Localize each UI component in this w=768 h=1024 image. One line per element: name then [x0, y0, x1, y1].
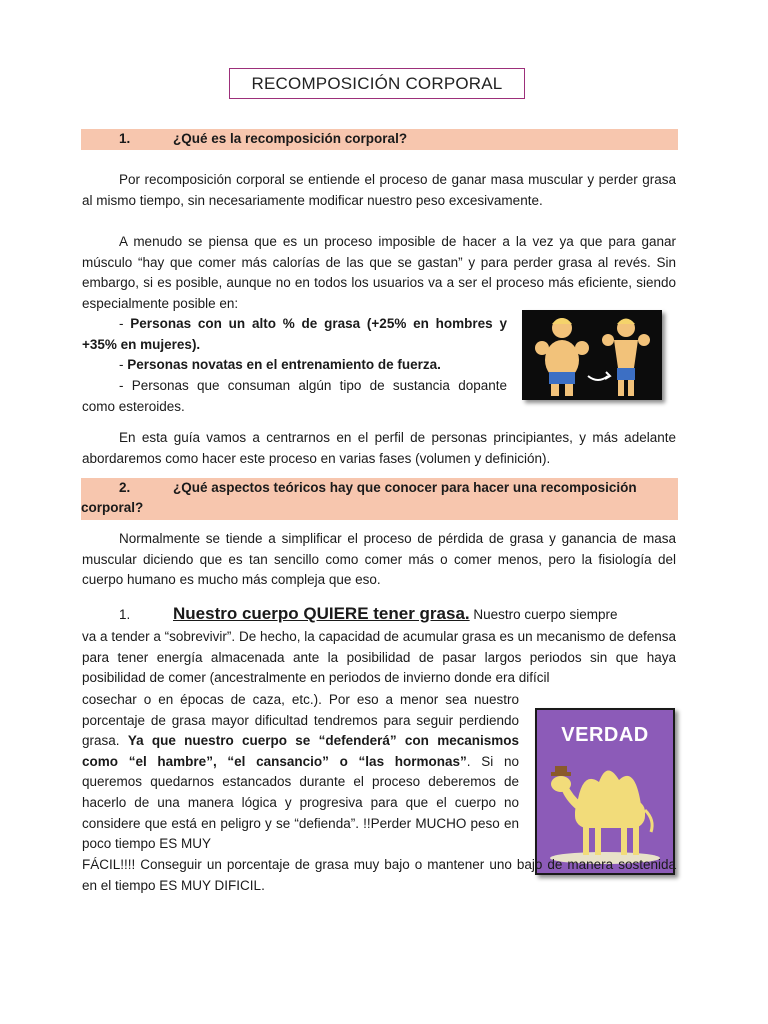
document-title: RECOMPOSICIÓN CORPORAL [229, 68, 525, 99]
paragraph-conclusion: FÁCIL!!!! Conseguir un porcentaje de grasa muy bajo o mantener uno bajo de manera sostenida en el tiempo ES MUY DIFICIL. [82, 857, 676, 893]
paragraph-survival: va a tender a “sobrevivir”. De hecho, la capacidad de acumular grasa es un mecanismo de defensa para tener energía almacenada ante la posibilidad de pasar largos periodos sin que haya posibilidad de comer (ancestralmente en periodos de invierno donde era difícil [82, 629, 676, 686]
subsection-number: 1. [119, 607, 131, 622]
section-heading-text: ¿Qué aspectos teóricos hay que conocer para hacer una recomposición [173, 480, 637, 495]
paragraph-fat-defense [82, 690, 519, 855]
section-number: 2. [119, 480, 131, 495]
subsection-lead: Nuestro cuerpo siempre [469, 607, 618, 622]
section-heading-text: ¿Qué es la recomposición corporal? [173, 131, 408, 146]
paragraph-guide-focus: En esta guía vamos a centrarnos en el perfil de personas principiantes, y más adelante abordaremos como hacer este proceso en varias fases (volumen y definición). [82, 430, 676, 466]
section-number: 1. [119, 131, 131, 146]
paragraph-bold-text: Ya que nuestro cuerpo se “defenderá” con mecanismos como “el hambre”, “el cansancio” o “las hormonas” [82, 733, 519, 769]
paragraph-physiology: Normalmente se tiende a simplificar el proceso de pérdida de grasa y ganancia de masa muscular diciendo que es tan sencillo como comer más o comer menos, pero la fisiología del cuerpo humano es mucho más compleja que eso. [82, 531, 676, 588]
camel-illustration [537, 710, 673, 873]
section-heading-1 [81, 129, 678, 150]
list-item-high-fat: - Personas con un alto % de grasa (+25% en hombres y +35% en mujeres). [82, 316, 507, 352]
cartoon-men-illustration [522, 310, 662, 400]
list-item-steroids: - Personas que consuman algún tipo de sustancia dopante como esteroides. [82, 378, 507, 414]
subsection-heading-1 [82, 603, 676, 625]
list-item-novice: - Personas novatas en el entrenamiento de fuerza. [119, 357, 441, 372]
section-heading-text-continued: corporal? [81, 500, 144, 515]
paragraph-text: cosechar o en épocas de caza, etc.). Por eso a menor sea nuestro porcentaje de grasa mayor dificultad tendremos para seguir perdiendo grasa. [82, 692, 519, 749]
section-heading-2 [81, 478, 678, 520]
image-caption: VERDAD [561, 724, 649, 746]
body-transformation-image [522, 310, 662, 400]
list-item-text: Personas con un alto % de grasa (+25% en hombres y +35% en mujeres). [82, 316, 507, 352]
camel-verdad-image [535, 708, 675, 875]
paragraph-definition: Por recomposición corporal se entiende el proceso de ganar masa muscular y perder grasa al mismo tiempo, sin necesariamente modificar nuestro peso excesivamente. [82, 172, 676, 208]
paragraph-intro: A menudo se piensa que es un proceso imposible de hacer a la vez ya que para ganar músculo “hay que comer más calorías de las que se gastan” y para perder grasa al revés. Sin embargo, si es posible, aunque no en todos los usuarios va a ser el proceso más eficiente, siendo especialmente posible en: [82, 234, 676, 311]
list-item-text: Personas que consuman algún tipo de sustancia dopante como esteroides. [82, 378, 507, 414]
subsection-title: Nuestro cuerpo QUIERE tener grasa. [173, 604, 470, 623]
paragraph-text: . Si no queremos quedarnos estancados durante el proceso deberemos de hacerlo de una manera lógica y progresiva para que el cuerpo no considere que está en peligro y se “defienda”. !!Perder MUCHO peso en poco tiempo ES MUY [82, 753, 519, 852]
list-item-text: Personas novatas en el entrenamiento de fuerza. [127, 357, 441, 372]
